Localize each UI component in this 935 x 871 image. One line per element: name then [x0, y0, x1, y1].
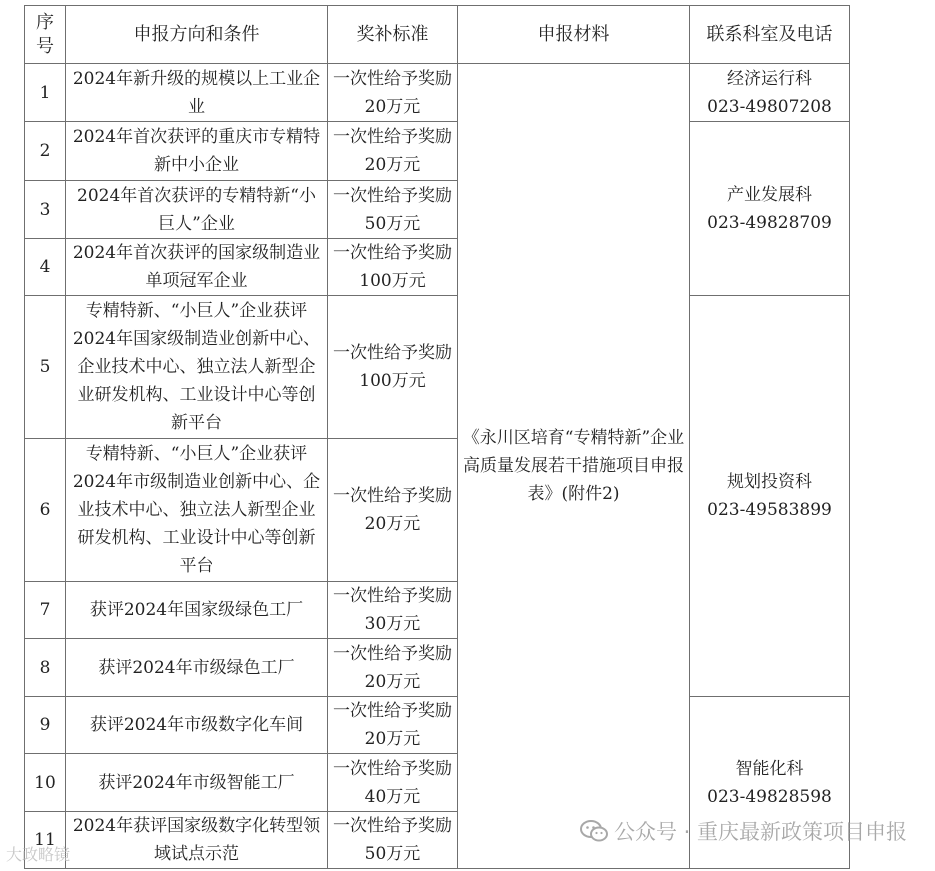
contact-phone: 023-49828709 — [707, 212, 832, 233]
row-number: 10 — [25, 754, 66, 812]
row-direction: 获评2024年国家级绿色工厂 — [66, 582, 328, 639]
policy-table — [24, 5, 850, 869]
row-number: 8 — [25, 639, 66, 697]
row-direction: 获评2024年市级绿色工厂 — [66, 639, 328, 697]
contact-dept: 经济运行科 — [727, 68, 812, 89]
row-number: 6 — [25, 439, 66, 582]
row-number: 2 — [25, 122, 66, 181]
header-materials: 申报材料 — [458, 6, 690, 64]
table-row — [25, 64, 850, 122]
row-direction: 获评2024年市级智能工厂 — [66, 754, 328, 812]
corner-watermark: 大政略镜 — [6, 845, 71, 864]
table-row — [25, 296, 850, 439]
row-standard: 一次性给予奖励30万元 — [328, 582, 458, 639]
header-standard: 奖补标准 — [328, 6, 458, 64]
row-standard: 一次性给予奖励20万元 — [328, 697, 458, 754]
row-number: 3 — [25, 181, 66, 239]
watermark-text: 公众号 · 重庆最新政策项目申报 — [613, 820, 907, 844]
row-standard: 一次性给予奖励50万元 — [328, 812, 458, 869]
row-direction: 2024年新升级的规模以上工业企业 — [66, 64, 328, 122]
contact-cell-planning — [690, 296, 850, 697]
row-direction: 专精特新、“小巨人”企业获评2024年国家级制造业创新中心、企业技术中心、独立法人新型企业研发机构、工业设计中心等创新平台 — [66, 296, 328, 439]
contact-phone: 023-49583899 — [707, 500, 832, 520]
table-row — [25, 697, 850, 754]
row-direction: 2024年首次获评的国家级制造业单项冠军企业 — [66, 239, 328, 296]
row-direction: 专精特新、“小巨人”企业获评2024年市级制造业创新中心、企业技术中心、独立法人新型企业研发机构、工业设计中心等创新平台 — [66, 439, 328, 582]
table-row — [25, 122, 850, 181]
contact-dept: 规划投资科 — [727, 472, 812, 492]
row-standard: 一次性给予奖励20万元 — [328, 439, 458, 582]
row-number: 11 — [25, 812, 66, 869]
row-direction: 2024年首次获评的重庆市专精特新中小企业 — [66, 122, 328, 181]
row-number: 5 — [25, 296, 66, 439]
contact-phone: 023-49828598 — [707, 786, 832, 807]
row-standard: 一次性给予奖励50万元 — [328, 181, 458, 239]
wechat-watermark — [580, 816, 907, 846]
contact-cell-industry — [690, 122, 850, 296]
header-contact: 联系科室及电话 — [690, 6, 850, 64]
row-direction: 2024年首次获评的专精特新“小巨人”企业 — [66, 181, 328, 239]
row-standard: 一次性给予奖励100万元 — [328, 239, 458, 296]
contact-phone: 023-49807208 — [707, 96, 832, 117]
row-standard: 一次性给予奖励40万元 — [328, 754, 458, 812]
header-direction: 申报方向和条件 — [66, 6, 328, 64]
row-number: 7 — [25, 582, 66, 639]
row-standard: 一次性给予奖励20万元 — [328, 639, 458, 697]
row-standard: 一次性给予奖励20万元 — [328, 122, 458, 181]
row-direction: 获评2024年市级数字化车间 — [66, 697, 328, 754]
row-direction: 2024年获评国家级数字化转型领域试点示范 — [66, 812, 328, 869]
row-standard: 一次性给予奖励20万元 — [328, 64, 458, 122]
contact-dept: 智能化科 — [735, 758, 804, 779]
contact-cell-economic — [690, 64, 850, 122]
row-standard: 一次性给予奖励100万元 — [328, 296, 458, 439]
header-row — [25, 6, 850, 64]
materials-cell: 《永川区培育“专精特新”企业高质量发展若干措施项目申报表》(附件2) — [458, 64, 690, 869]
row-number: 1 — [25, 64, 66, 122]
header-seq: 序 号 — [25, 6, 66, 64]
row-number: 9 — [25, 697, 66, 754]
wechat-icon — [580, 820, 608, 842]
row-number: 4 — [25, 239, 66, 296]
contact-dept: 产业发展科 — [727, 184, 812, 205]
